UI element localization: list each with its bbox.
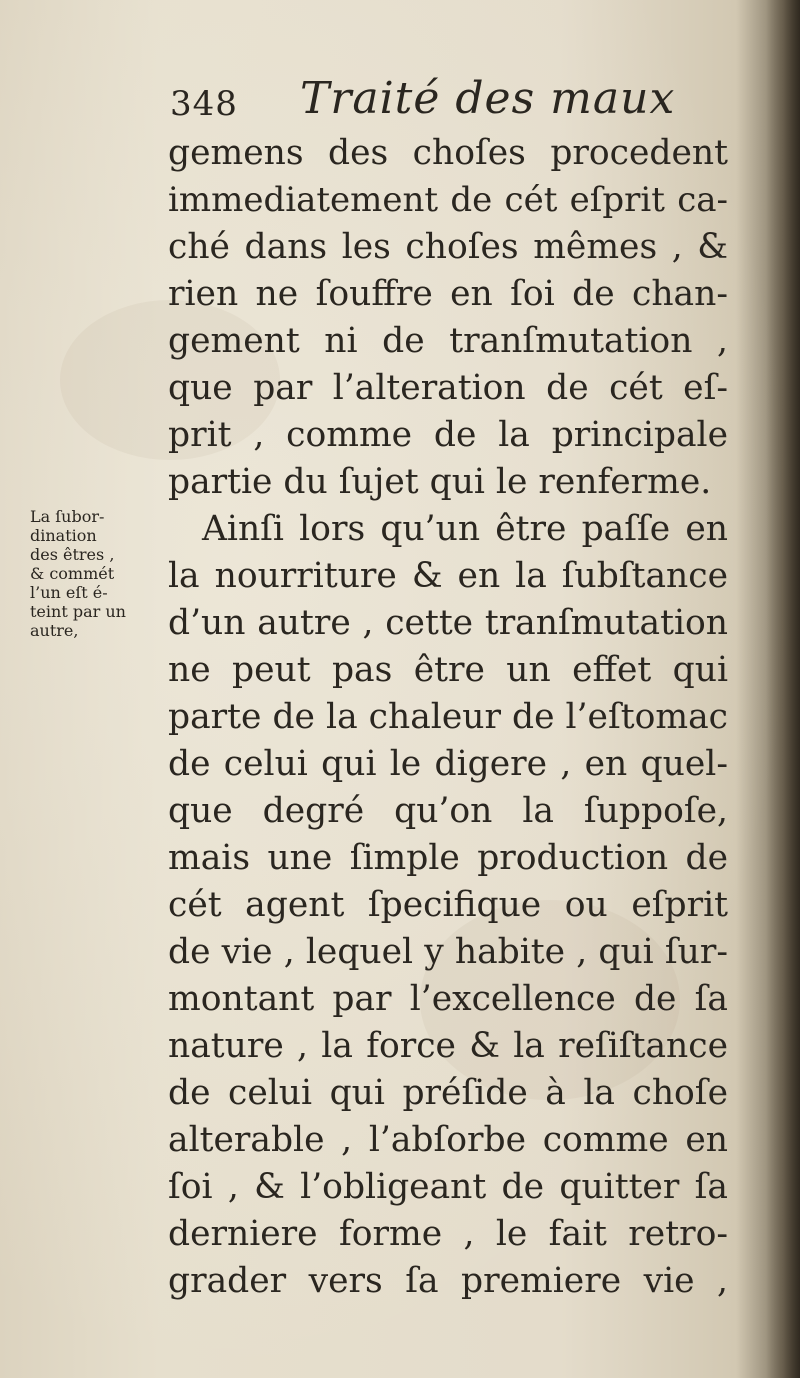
text-line: nature , la force & la reſiſtance	[168, 1026, 728, 1066]
marginal-note-line: des êtres ,	[30, 545, 115, 564]
text-line: mais une ſimple production de	[168, 838, 728, 878]
text-line: partie du ſujet qui le renferme.	[168, 462, 712, 502]
text-line: ne peut pas être un effet qui	[168, 650, 728, 690]
marginal-note	[30, 507, 160, 640]
text-line: que degré qu’on la ſuppoſe,	[168, 791, 728, 831]
text-line: immediatement de cét eſprit ca-	[168, 180, 728, 220]
text-line: grader vers ſa premiere vie ,	[168, 1261, 728, 1301]
page-header	[170, 72, 730, 128]
marginal-note-line: La ſubor-	[30, 507, 105, 526]
running-title: Traité des maux	[300, 73, 676, 124]
text-line: de vie , lequel y habite , qui ſur-	[168, 932, 728, 972]
text-line: parte de la chaleur de l’eſtomac	[168, 697, 728, 737]
text-line: ſoi , & l’obligeant de quitter ſa	[168, 1167, 728, 1207]
text-line: d’un autre , cette tranſmutation	[168, 603, 728, 643]
text-line: rien ne ſouffre en ſoi de chan-	[168, 274, 728, 314]
marginal-note-line: dination	[30, 526, 97, 545]
text-line: Ainſi lors qu’un être paſſe en	[202, 509, 728, 549]
text-line: que par l’alteration de cét eſ-	[168, 368, 728, 408]
text-line: gement ni de tranſmutation ,	[168, 321, 728, 361]
text-line: de celui qui le digere , en quel-	[168, 744, 728, 784]
text-line: montant par l’excellence de ſa	[168, 979, 728, 1019]
marginal-note-line: autre,	[30, 621, 79, 640]
text-line: de celui qui préſide à la choſe	[168, 1073, 728, 1113]
page-number: 348	[170, 84, 238, 124]
text-line: gemens des choſes procedent	[168, 133, 728, 173]
text-line: ché dans les choſes mêmes , &	[168, 227, 728, 267]
text-line: la nourriture & en la ſubſtance	[168, 556, 728, 596]
text-line: derniere forme , le fait retro-	[168, 1214, 728, 1254]
body-text	[168, 130, 728, 1305]
marginal-note-line: teint par un	[30, 602, 126, 621]
marginal-note-line: & commét	[30, 564, 115, 583]
text-line: prit , comme de la principale	[168, 415, 728, 455]
book-binding-edge	[766, 0, 800, 1378]
text-line: alterable , l’abſorbe comme en	[168, 1120, 728, 1160]
marginal-note-line: l’un eſt é-	[30, 583, 108, 602]
text-line: cét agent ſpecifique ou eſprit	[168, 885, 728, 925]
